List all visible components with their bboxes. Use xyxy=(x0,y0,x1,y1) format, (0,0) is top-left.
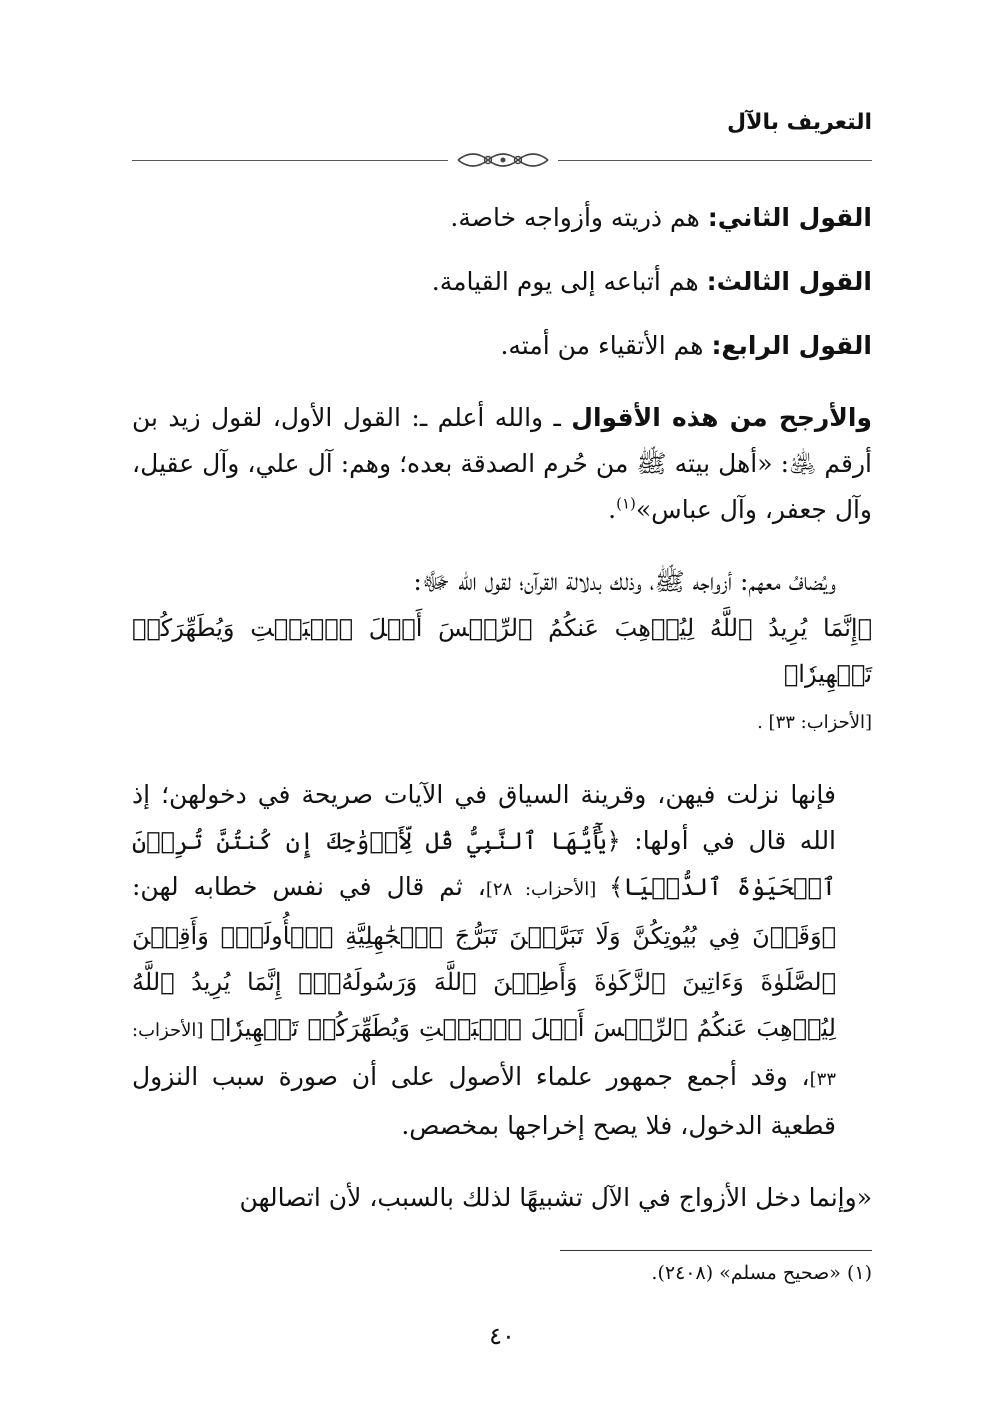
footnote-rule xyxy=(560,1250,872,1251)
opinion-four xyxy=(132,323,872,369)
opinion-two-label: القول الثاني: xyxy=(707,203,872,232)
quote-text: «وإنما دخل الأزواج في الآل تشبيهًا لذلك بالسبب، لأن اتصالهن xyxy=(239,1183,872,1212)
opinion-four-label: القول الرابع: xyxy=(711,331,872,360)
preferred-opinion-text: ـ والله أعلم ـ: القول الأول، لقول زيد بن أرقم ﵁: «أهل بيته ﷺ من حُرم الصدقة بعده؛ وهم: آل علي، وآل عقيل، وآل جعفر، وآل عباس» xyxy=(132,403,872,524)
quran-verse-28: ﴿يَٰٓأَيُّهَا ٱلنَّبِيُّ قُل لِّأَزۡوَٰجِكَ إِن كُنتُنَّ تُرِدۡنَ ٱلۡحَيَوٰةَ ٱلدُّنۡيَا﴾ xyxy=(132,827,836,901)
verse-reference xyxy=(132,697,872,746)
page-number: ٤٠ xyxy=(489,1322,515,1350)
footnote-marker: (١) xyxy=(616,494,636,513)
preferred-opinion-paragraph xyxy=(132,395,872,533)
context-text-a: فإنها نزلت فيهن، وقرينة السياق في الآيات صريحة في دخولهن؛ إذ الله قال في أولها: xyxy=(132,780,837,855)
opinion-three-text: هم أتباعه إلى يوم القيامة. xyxy=(431,267,707,296)
verse-reference-text: [الأحزاب: ٣٣] . xyxy=(757,712,872,733)
context-text-c: ، وقد أجمع جمهور علماء الأصول على أن صورة سبب النزول قطعية الدخول، فلا يصح إخراجها بمخصص. xyxy=(132,1062,836,1140)
header-ornament-icon xyxy=(448,145,558,175)
verse-reference-28: [الأحزاب: ٢٨] xyxy=(485,879,610,900)
quran-verse: ﴿إِنَّمَا يُرِيدُ ٱللَّهُ لِيُذۡهِبَ عَنكُمُ ٱلرِّجۡسَ أَهۡلَ ٱلۡبَيۡتِ وَيُطَهِّرَكُمۡ تَطۡهِيرٗا﴾ xyxy=(132,614,872,688)
opinion-four-text: هم الأتقياء من أمته. xyxy=(500,331,712,360)
quote-paragraph xyxy=(132,1175,872,1221)
opinion-two-text: هم ذريته وأزواجه خاصة. xyxy=(450,203,708,232)
quran-verse-33: ﴿وَقَرۡنَ فِي بُيُوتِكُنَّ وَلَا تَبَرَّجۡنَ تَبَرُّجَ ٱلۡجَٰهِلِيَّةِ ٱلۡأُولَىٰۖ وَأَقِمۡنَ ٱلصَّلَوٰةَ وَءَاتِينَ ٱلزَّكَوٰةَ وَأَطِعۡنَ ٱللَّهَ وَرَسُولَهُۥٓۚ إِنَّمَا يُرِيدُ ٱللَّهُ لِيُذۡهِبَ عَنكُمُ ٱلرِّجۡسَ أَهۡلَ ٱلۡبَيۡتِ وَيُطَهِّرَكُمۡ تَطۡهِيرٗا﴾ xyxy=(132,922,836,1042)
context-text-b: ، ثم قال في نفس خطابه لهن: xyxy=(132,872,486,901)
verse-reference-33: [الأحزاب: ٣٣] xyxy=(132,1020,836,1090)
main-text xyxy=(132,195,872,1221)
running-title: التعريف بالآل xyxy=(727,110,872,135)
opinion-three-label: القول الثالث: xyxy=(706,267,872,296)
opinion-three xyxy=(132,259,872,305)
preferred-opinion-label: والأرجح من هذه الأقوال xyxy=(571,403,872,432)
context-paragraph xyxy=(132,772,872,1149)
verse-ahzab-33 xyxy=(132,605,872,697)
wives-paragraph xyxy=(132,559,872,605)
preferred-opinion-end: . xyxy=(608,495,617,524)
wives-text: ويُضافُ معهم: أزواجه ﷺ، وذلك بدلالة القرآن؛ لقول الله ﷻ: xyxy=(413,567,836,596)
footnote: (١) «صحيح مسلم» (٢٤٠٨). xyxy=(651,1262,872,1284)
opinion-two xyxy=(132,195,872,241)
